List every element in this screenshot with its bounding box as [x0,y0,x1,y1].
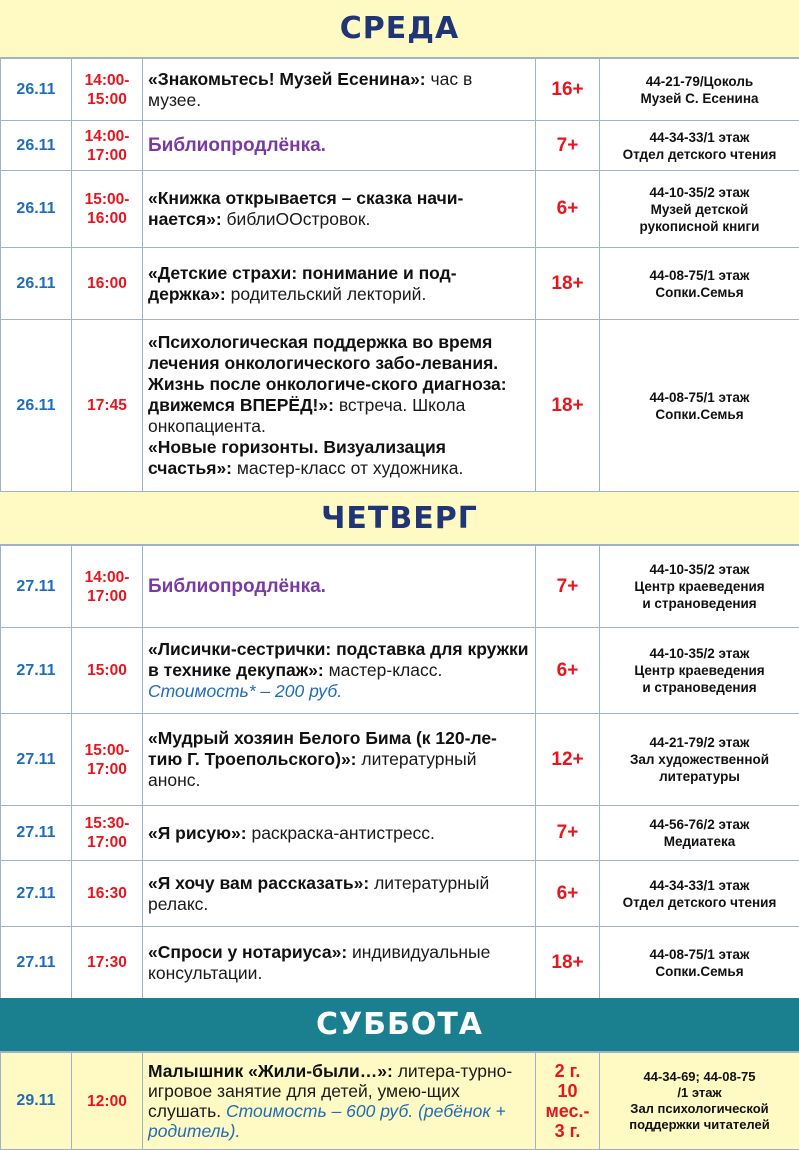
event-text: библиООстровок. [221,209,371,229]
day-title: СУББОТА [315,1007,484,1042]
event-title: «Я рисую»: [148,822,247,843]
event-location: 44-56-76/2 этаж Медиатека [600,806,799,861]
event-text: встреча. Школа онкопациента. [148,395,466,436]
event-description [143,927,536,999]
event-time: 12:00 [72,1053,143,1150]
event-time: 15:00 [72,628,143,714]
event-location: 44-10-35/2 этаж Музей детской рукописной книги [600,171,799,248]
event-title: «Детские страхи: понимание и под-держка»: [148,262,457,304]
event-date: 26.11 [1,59,72,121]
event-text: индивидуальные консультации. [148,941,491,983]
event-date: 27.11 [1,546,72,628]
event-time: 17:45 [72,320,143,492]
event-date: 27.11 [1,861,72,927]
table-row [1,861,799,927]
event-title: «Мудрый хозяин Белого Бима (к 120-ле-тию Г. Троепольского)»: [148,728,497,769]
event-title: «Спроси у нотариуса»: [148,941,348,962]
table-row [1,59,799,121]
event-description [143,714,536,806]
event-text: мастер-класс. [323,660,443,680]
table-row [1,171,799,248]
event-text: литературный анонс. [148,749,477,790]
event-text: родительский лекторий. [225,283,427,304]
event-location: 44-10-35/2 этаж Центр краеведения и страноведения [600,546,799,628]
age-rating: 2 г. 10 мес.- 3 г. [536,1053,600,1150]
event-price: Стоимость – 600 руб. (ребёнок + родитель). [148,1101,506,1141]
event-text: час в музее. [148,68,473,110]
event-description [143,171,536,248]
event-description [143,628,536,714]
event-time: 15:00- 16:00 [72,171,143,248]
age-rating: 12+ [536,714,600,806]
event-location: 44-21-79/Цоколь Музей С. Есенина [600,59,799,121]
table-row [1,1053,799,1150]
event-date: 27.11 [1,714,72,806]
event-date: 26.11 [1,121,72,171]
event-title: «Лисички-сестрички: подставка для кружки в технике декупаж»: [148,639,529,680]
event-location: 44-10-35/2 этаж Центр краеведения и страноведения [600,628,799,714]
age-rating: 7+ [536,806,600,861]
event-time: 14:00- 17:00 [72,121,143,171]
event-text: литера-турно-игровое занятие для детей, умею-щих слушать. [148,1061,513,1121]
age-rating: 7+ [536,121,600,171]
event-time: 15:00- 17:00 [72,714,143,806]
age-rating: 18+ [536,248,600,320]
event-location: 44-08-75/1 этаж Сопки.Семья [600,248,799,320]
event-location: 44-08-75/1 этаж Сопки.Семья [600,927,799,999]
event-time: 16:00 [72,248,143,320]
age-rating: 6+ [536,861,600,927]
event-description [143,1053,536,1150]
event-title: Библиопродлёнка. [148,135,326,156]
age-rating: 16+ [536,59,600,121]
day-title: ЧЕТВЕРГ [321,500,478,536]
event-title: «Я хочу вам рассказать»: [148,872,370,893]
event-date: 26.11 [1,248,72,320]
table-row [1,248,799,320]
age-rating: 7+ [536,546,600,628]
event-date: 27.11 [1,927,72,999]
event-description [143,806,536,861]
event-date: 26.11 [1,320,72,492]
event-text: раскраска-антистресс. [246,822,435,843]
event-location: 44-34-69; 44-08-75 /1 этаж Зал психологической поддержки читателей [600,1053,799,1150]
day-header-wednesday [0,0,799,58]
event-description [143,320,536,492]
schedule-table-saturday [0,1052,799,1150]
table-row [1,927,799,999]
event-time: 14:00- 17:00 [72,546,143,628]
event-title: Малышник «Жили-были…»: [148,1061,393,1081]
event-description [143,861,536,927]
event-date: 27.11 [1,628,72,714]
age-rating: 18+ [536,927,600,999]
event-title: «Психологическая поддержка во время лечения онкологического забо-левания. Жизнь после онкологиче-ского диагноза: движемся ВПЕРЁД!»: [148,332,507,415]
event-title-2: «Новые горизонты. Визуализация счастья»: [148,437,447,478]
event-location: 44-34-33/1 этаж Отдел детского чтения [600,121,799,171]
table-row [1,320,799,492]
event-time: 17:30 [72,927,143,999]
event-date: 26.11 [1,171,72,248]
event-location: 44-34-33/1 этаж Отдел детского чтения [600,861,799,927]
age-rating: 6+ [536,171,600,248]
schedule-table-wednesday [0,58,799,492]
event-title: «Книжка открывается – сказка начи-нается»: [148,188,464,229]
table-row [1,546,799,628]
age-rating: 18+ [536,320,600,492]
event-date: 29.11 [1,1053,72,1150]
event-text-2: мастер-класс от художника. [232,458,464,478]
event-time: 15:30- 17:00 [72,806,143,861]
event-description [143,121,536,171]
age-rating: 6+ [536,628,600,714]
table-row [1,121,799,171]
event-description [143,59,536,121]
table-row [1,806,799,861]
day-header-thursday [0,491,799,545]
event-date: 27.11 [1,806,72,861]
event-price: Стоимость* – 200 руб. [148,681,343,701]
table-row [1,714,799,806]
event-text: литературный релакс. [148,872,490,914]
day-header-saturday [0,998,799,1052]
event-location: 44-08-75/1 этаж Сопки.Семья [600,320,799,492]
event-location: 44-21-79/2 этаж Зал художественной литературы [600,714,799,806]
event-description [143,546,536,628]
event-title: «Знакомьтесь! Музей Есенина»: [148,68,426,89]
event-title: Библиопродлёнка. [148,576,326,597]
day-title: СРЕДА [339,11,460,46]
event-time: 14:00- 15:00 [72,59,143,121]
event-description [143,248,536,320]
event-time: 16:30 [72,861,143,927]
schedule-table-thursday [0,545,799,999]
table-row [1,628,799,714]
